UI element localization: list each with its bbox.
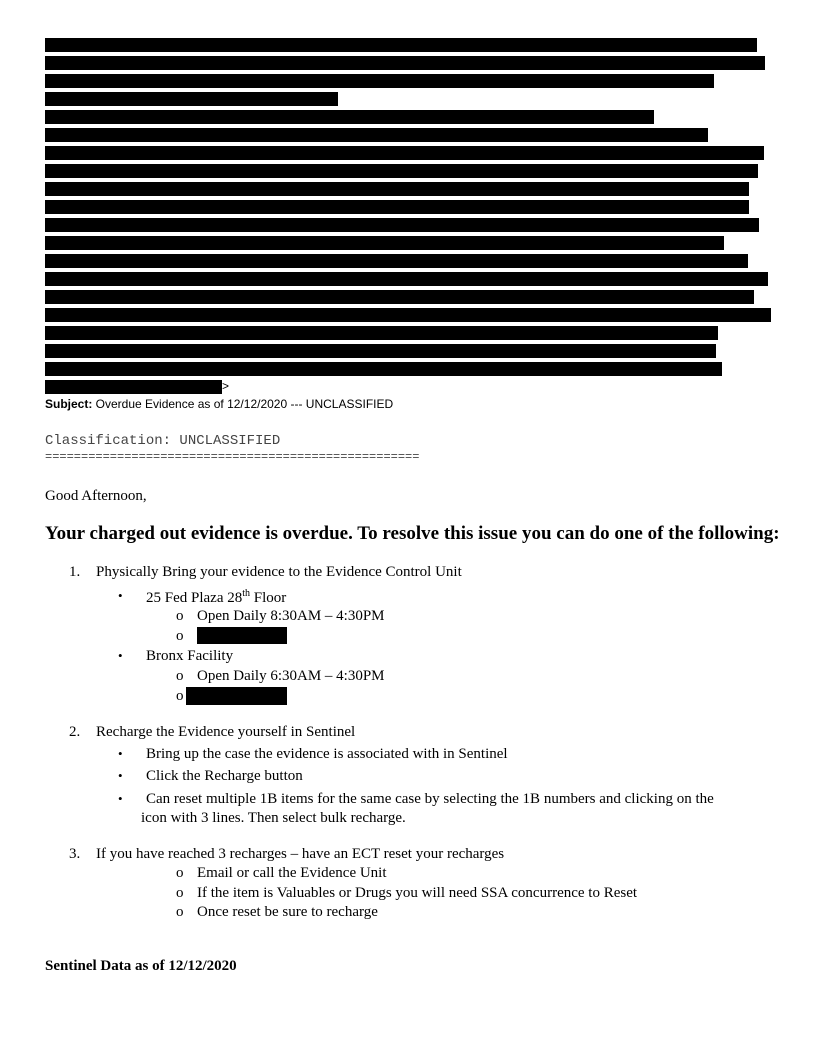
redaction-bar [45,218,759,232]
circle-bullet-icon: o [176,904,184,920]
location-name: Bronx Facility [146,648,234,664]
subitem-text: Once reset be sure to recharge [197,904,378,920]
redaction-bar [45,38,757,52]
bullet-text: Can reset multiple 1B items for the same case by selecting the 1B numbers and clicking on the [146,791,714,807]
email-bracket: > [222,379,230,393]
redaction-bar [45,362,722,376]
redaction-bar [45,164,758,178]
subitem-text: Email or call the Evidence Unit [197,865,387,881]
step-number: 1. [69,564,81,580]
redaction-bar [186,687,287,705]
circle-bullet-icon: o [176,688,184,704]
circle-bullet-icon: o [176,628,184,644]
location-hours: Open Daily 8:30AM – 4:30PM [197,608,385,624]
redaction-bar [45,344,716,358]
step-number: 2. [69,724,81,740]
subject-label: Subject: [45,397,93,411]
redaction-bar [45,326,718,340]
redaction-bar [45,200,749,214]
redaction-bar [45,380,222,394]
redaction-bar [45,110,654,124]
classification-line: Classification: UNCLASSIFIED [45,433,281,449]
bullet-icon: • [118,648,123,663]
step-text: If you have reached 3 recharges – have an ECT reset your recharges [96,846,505,862]
circle-bullet-icon: o [176,885,184,901]
redaction-bar [197,627,287,644]
redaction-bar [45,182,749,196]
bullet-icon: • [118,768,123,783]
location-hours: Open Daily 6:30AM – 4:30PM [197,668,385,684]
redaction-bar [45,146,764,160]
circle-bullet-icon: o [176,668,184,684]
circle-bullet-icon: o [176,608,184,624]
redaction-bar [45,290,754,304]
subitem-text: If the item is Valuables or Drugs you will need SSA concurrence to Reset [197,885,638,901]
sentinel-data-title: Sentinel Data as of 12/12/2020 [45,958,237,974]
bullet-icon: • [118,746,123,761]
bullet-icon: • [118,791,123,806]
redaction-bar [45,236,724,250]
step-text: Physically Bring your evidence to the Evidence Control Unit [96,564,462,580]
classification-rule: ==================================================== [45,450,420,464]
bullet-text-continued: icon with 3 lines. Then select bulk recharge. [141,810,406,826]
bullet-icon: • [118,588,123,603]
bullet-text: Click the Recharge button [146,768,303,784]
headline: Your charged out evidence is overdue. To resolve this issue you can do one of the following: [45,523,780,544]
redaction-bar [45,272,768,286]
step-text: Recharge the Evidence yourself in Sentinel [96,724,356,740]
redaction-bar [45,308,771,322]
step-number: 3. [69,846,81,862]
subject-line [45,397,393,411]
location-name: 25 Fed Plaza 28th Floor [146,588,287,606]
bullet-text: Bring up the case the evidence is associated with in Sentinel [146,746,508,762]
circle-bullet-icon: o [176,865,184,881]
subject-text: Overdue Evidence as of 12/12/2020 --- UNCLASSIFIED [92,397,394,411]
redaction-bar [45,56,765,70]
redaction-bar [45,128,708,142]
greeting: Good Afternoon, [45,488,147,504]
redaction-bar [45,92,338,106]
redaction-bar [45,74,714,88]
redaction-bar [45,254,748,268]
